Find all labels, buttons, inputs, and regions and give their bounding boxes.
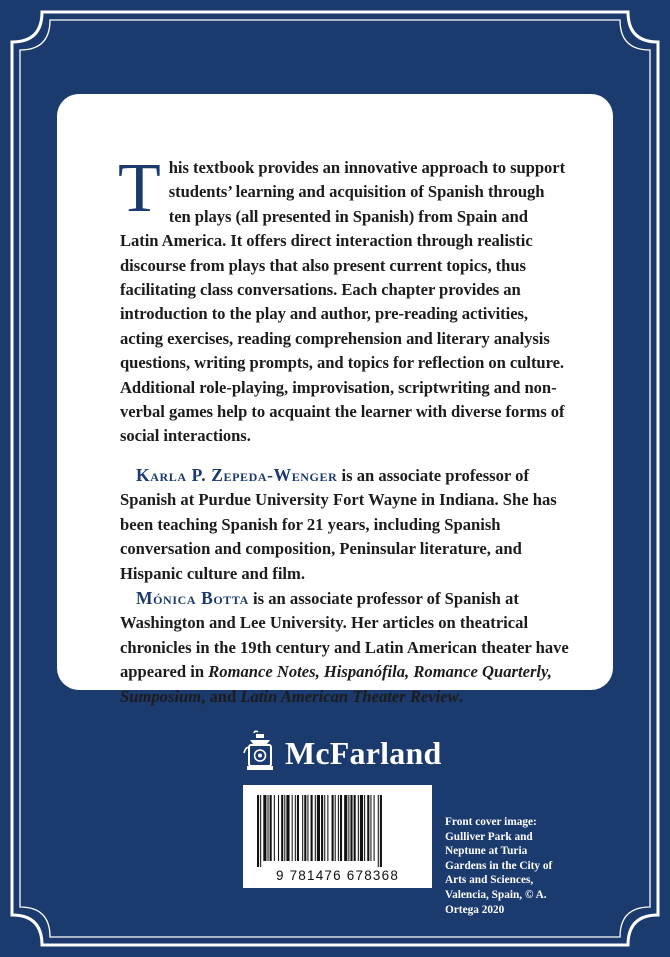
- text-panel: [57, 94, 613, 706]
- barcode-bar: [270, 795, 272, 861]
- author-name: Karla P. Zepeda-Wenger: [136, 464, 338, 485]
- barcode-bar: [360, 795, 363, 861]
- barcode-bar: [311, 795, 313, 861]
- barcode-bar: [260, 795, 261, 867]
- barcode-bar: [286, 795, 289, 861]
- barcode-bar: [315, 795, 316, 861]
- barcode-bar: [281, 795, 283, 861]
- lantern-logo-icon: [243, 730, 277, 776]
- barcode-bar: [268, 795, 269, 861]
- bio-text: , and: [201, 686, 241, 706]
- barcode-bar: [263, 795, 266, 861]
- description-text: his textbook provides an innovative approach to support students’ learning and acquisition of Spanish through ten plays (all presented in Spanish) from Spain and Latin America. It offers direct interaction through realistic discourse from plays that also present current topics, thus facilitating class conversations. Each chapter provides an introduction to the play and author, pre-reading activities, acting exercises, reading comprehension and literary analysis questions, writing prompts, and topics for reflection on culture. Additional role-playing, improvisation, scriptwriting and non-verbal games help to acquaint the learner with diverse forms of social interactions.: [120, 158, 566, 446]
- author-bio-botta: [120, 586, 569, 709]
- author-name: Mónica Botta: [136, 587, 249, 608]
- bio-text: is an associate professor of Spanish at Purdue University Fort Wayne in Indiana. She has been teaching Spanish for 21 years, including Spanish conversation and composition, Peninsular literature, and Hispanic culture and film.: [120, 465, 557, 583]
- barcode-bar: [257, 795, 259, 867]
- barcode-bar: [324, 795, 325, 861]
- barcode-bar: [332, 795, 334, 861]
- barcode-bar: [367, 795, 369, 861]
- drop-cap: T: [118, 150, 161, 227]
- barcode-bar: [302, 795, 303, 861]
- barcode-bar: [335, 795, 336, 861]
- journal-title: Latin American Theater Review: [240, 686, 459, 706]
- isbn-barcode: [243, 785, 432, 888]
- barcode-bar: [354, 795, 356, 861]
- barcode-bar: [370, 795, 371, 861]
- barcode-bar: [317, 795, 320, 861]
- barcode-bar: [278, 795, 279, 861]
- isbn-number: 9 781476 678368: [275, 868, 400, 883]
- barcode-bar: [358, 795, 359, 861]
- barcode-bar: [321, 795, 323, 861]
- journal-titles: Romance Notes, Hispanófila, Romance Quarterly, Sumposium: [120, 662, 552, 706]
- barcode-bar: [380, 795, 382, 867]
- barcode-bar: [307, 795, 308, 861]
- barcode-bar: [364, 795, 365, 861]
- barcode-bar: [344, 795, 347, 861]
- barcode-bar: [338, 795, 339, 861]
- barcode-bar: [348, 795, 349, 861]
- barcode-bars: [243, 785, 432, 867]
- barcode-bar: [284, 795, 285, 861]
- cover-image-credit: Front cover image: Gulliver Park and Neptune at Turia Gardens in the City of Arts and Sciences, Valencia, Spain, © A. Ortega 2020: [445, 816, 553, 916]
- barcode-bar: [295, 795, 296, 861]
- bio-text: .: [458, 686, 463, 706]
- book-description: [118, 150, 569, 449]
- barcode-bar: [292, 795, 293, 861]
- barcode-bar: [327, 795, 328, 861]
- publisher-logo: [243, 730, 443, 776]
- barcode-bar: [297, 795, 299, 861]
- barcode-bar: [350, 795, 352, 861]
- barcode-bar: [340, 795, 342, 861]
- barcode-bar: [274, 795, 275, 861]
- publisher-name: McFarland: [285, 734, 442, 771]
- barcode-bar: [374, 795, 375, 861]
- barcode-bar: [304, 795, 306, 861]
- barcode-bar: [378, 795, 379, 867]
- bio-text: is an associate professor of Spanish at Washington and Lee University. Her articles on theatrical chronicles in the 19th century and Latin American theater have appeared in: [120, 588, 569, 682]
- author-bio-zepeda: [120, 463, 569, 586]
